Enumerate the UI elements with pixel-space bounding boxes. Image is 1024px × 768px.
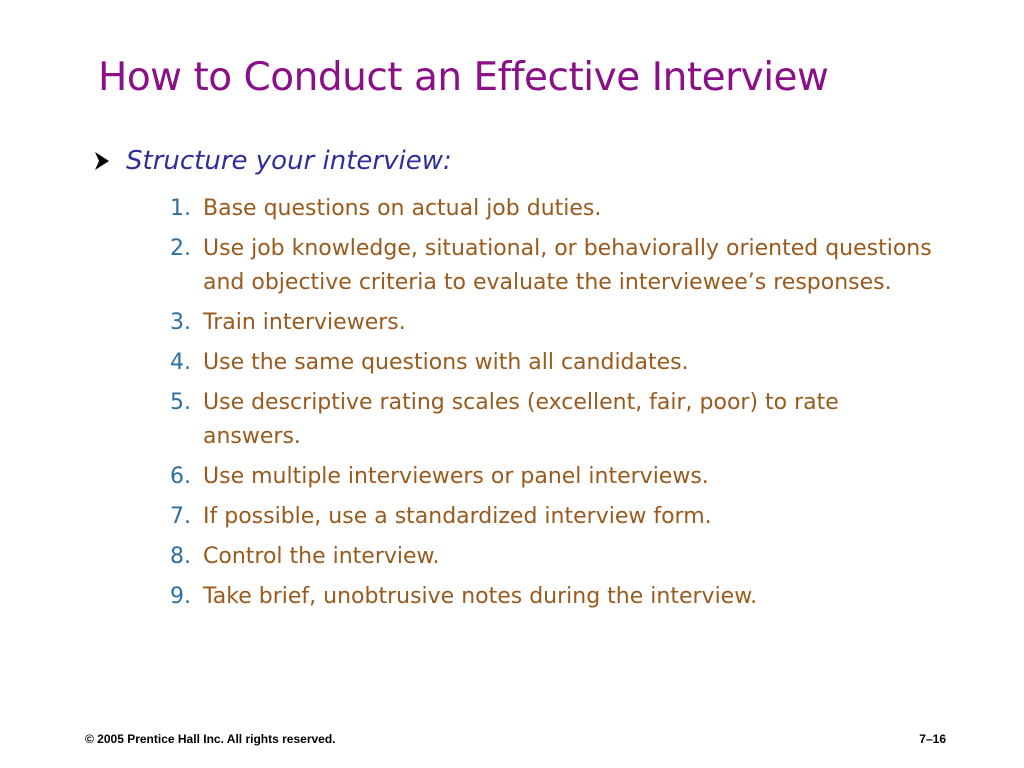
list-item xyxy=(150,460,940,494)
list-item xyxy=(150,232,940,300)
list-item xyxy=(150,306,940,340)
list-item xyxy=(150,192,940,226)
footer-page-number: 7–16 xyxy=(919,732,946,746)
list-item xyxy=(150,500,940,534)
list-item-text: Use descriptive rating scales (excellent, fair, poor) to rate answers. xyxy=(203,390,839,449)
list-item-text: Control the interview. xyxy=(203,544,440,569)
list-item-text: Use the same questions with all candidates. xyxy=(203,350,689,375)
list-item xyxy=(150,580,940,614)
list-item-number: 3. xyxy=(170,310,191,335)
list-item-text: If possible, use a standardized interview form. xyxy=(203,504,712,529)
main-bullet xyxy=(90,146,452,176)
list-item xyxy=(150,540,940,574)
footer-copyright: © 2005 Prentice Hall Inc. All rights reserved. xyxy=(85,732,336,746)
list-item-text: Use multiple interviewers or panel interviews. xyxy=(203,464,709,489)
list-item-number: 2. xyxy=(170,236,191,261)
numbered-list xyxy=(150,192,940,620)
list-item-text: Use job knowledge, situational, or behaviorally oriented questions and objective criteria to evaluate the interviewee’s responses. xyxy=(203,236,932,295)
slide-title: How to Conduct an Effective Interview xyxy=(98,55,829,100)
list-item-number: 6. xyxy=(170,464,191,489)
list-item xyxy=(150,346,940,380)
list-item-number: 8. xyxy=(170,544,191,569)
list-item-number: 4. xyxy=(170,350,191,375)
list-item-number: 1. xyxy=(170,196,191,221)
list-item-text: Base questions on actual job duties. xyxy=(203,196,602,221)
list-item-number: 5. xyxy=(170,390,191,415)
list-item-number: 9. xyxy=(170,584,191,609)
main-bullet-text: Structure your interview: xyxy=(126,146,452,176)
list-item xyxy=(150,386,940,454)
list-item-number: 7. xyxy=(170,504,191,529)
list-item-text: Take brief, unobtrusive notes during the interview. xyxy=(203,584,758,609)
arrow-bullet-icon xyxy=(90,150,112,172)
list-item-text: Train interviewers. xyxy=(203,310,406,335)
